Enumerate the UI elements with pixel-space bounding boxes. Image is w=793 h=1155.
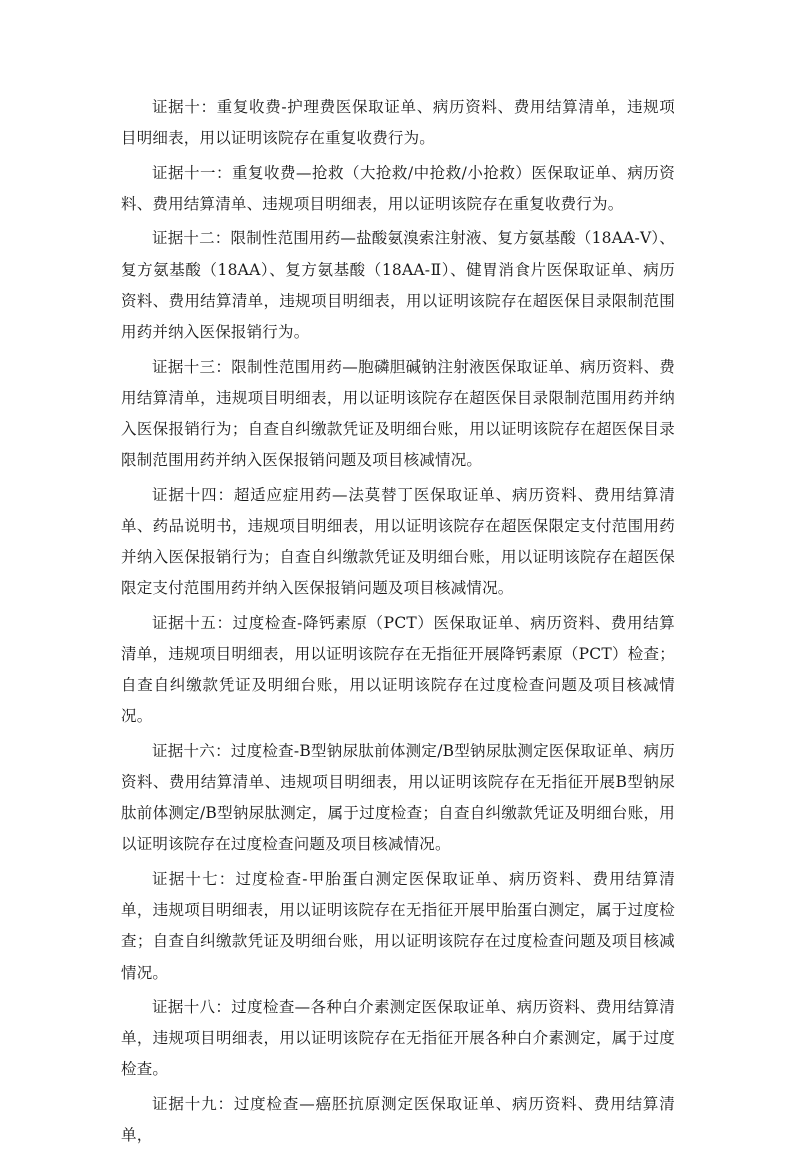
evidence-paragraph-10: 证据十：重复收费-护理费医保取证单、病历资料、费用结算清单，违规项目明细表，用以证明该院存在重复收费行为。	[121, 98, 675, 148]
document-body	[121, 92, 675, 1155]
evidence-paragraph-11: 证据十一：重复收费—抢救（大抢救/中抢救/小抢救）医保取证单、病历资料、费用结算清单、违规项目明细表，用以证明该院存在重复收费行为。	[121, 163, 675, 213]
evidence-paragraph-12: 证据十二：限制性范围用药—盐酸氨溴索注射液、复方氨基酸（18AA-Ⅴ）、复方氨基酸（18AA）、复方氨基酸（18AA-Ⅱ）、健胃消食片医保取证单、病历资料、费用结算清单，违规项目明细表，用以证明该院存在超医保目录限制范围用药并纳入医保报销行为。	[121, 229, 675, 342]
evidence-paragraph-18: 证据十八：过度检查—各种白介素测定医保取证单、病历资料、费用结算清单，违规项目明细表，用以证明该院存在无指征开展各种白介素测定，属于过度检查。	[121, 998, 675, 1079]
evidence-paragraph-16: 证据十六：过度检查-B型钠尿肽前体测定/B型钠尿肽测定医保取证单、病历资料、费用结算清单、违规项目明细表，用以证明该院存在无指征开展B型钠尿肽前体测定/B型钠尿肽测定，属于过度检查；自查自纠缴款凭证及明细台账，用以证明该院存在过度检查问题及项目核减情况。	[121, 741, 675, 854]
evidence-paragraph-14: 证据十四：超适应症用药—法莫替丁医保取证单、病历资料、费用结算清单、药品说明书，违规项目明细表，用以证明该院存在超医保限定支付范围用药并纳入医保报销行为；自查自纠缴款凭证及明细台账，用以证明该院存在超医保限定支付范围用药并纳入医保报销问题及项目核减情况。	[121, 485, 675, 598]
evidence-paragraph-13: 证据十三：限制性范围用药—胞磷胆碱钠注射液医保取证单、病历资料、费用结算清单，违规项目明细表，用以证明该院存在超医保目录限制范围用药并纳入医保报销行为；自查自纠缴款凭证及明细台账，用以证明该院存在超医保目录限制范围用药并纳入医保报销问题及项目核减情况。	[121, 357, 675, 470]
evidence-paragraph-17: 证据十七：过度检查-甲胎蛋白测定医保取证单、病历资料、费用结算清单，违规项目明细表，用以证明该院存在无指征开展甲胎蛋白测定，属于过度检查；自查自纠缴款凭证及明细台账，用以证明该院存在过度检查问题及项目核减情况。	[121, 869, 675, 982]
evidence-paragraph-15: 证据十五：过度检查-降钙素原（PCT）医保取证单、病历资料、费用结算清单，违规项目明细表，用以证明该院存在无指征开展降钙素原（PCT）检查；自查自纠缴款凭证及明细台账，用以证明该院存在过度检查问题及项目核减情况。	[121, 613, 675, 726]
evidence-paragraph-19: 证据十九：过度检查—癌胚抗原测定医保取证单、病历资料、费用结算清单，	[121, 1094, 675, 1145]
